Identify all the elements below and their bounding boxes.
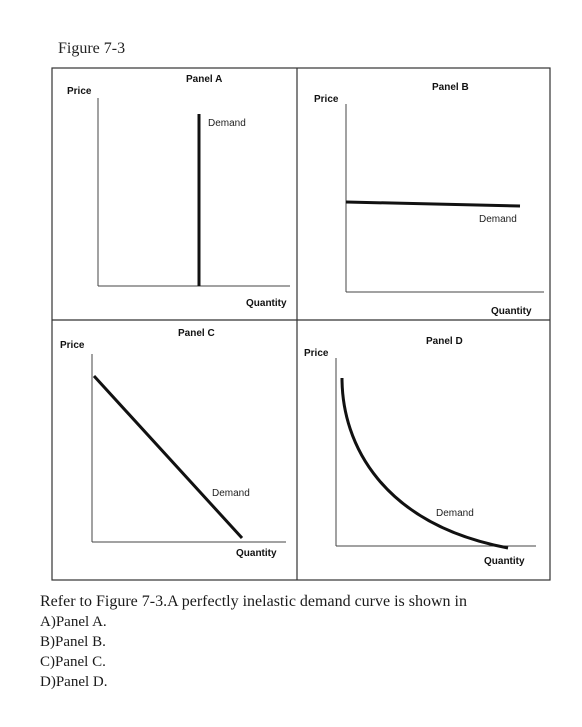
panel-b-curve-label: Demand [479,214,517,225]
panel-b-x-axis-label: Quantity [491,306,532,317]
choice-a[interactable]: A)Panel A. [40,614,107,630]
panel-d-curve-label: Demand [436,508,474,519]
panel-b-title: Panel B [432,82,469,93]
panel-d [304,336,536,567]
figure-grid [42,64,552,584]
panel-d-x-axis-label: Quantity [484,556,525,567]
panel-c [60,328,286,559]
panel-a-title: Panel A [186,74,223,85]
panel-a-curve-label: Demand [208,118,246,129]
figure-svg [42,64,552,584]
choice-b[interactable]: B)Panel B. [40,634,106,650]
panel-b-demand-curve [346,202,520,206]
panel-c-x-axis-label: Quantity [236,548,277,559]
panel-a-y-axis-label: Price [67,86,92,97]
panel-a [67,74,290,309]
figure-frame [52,68,550,580]
panel-c-demand-curve [94,376,242,538]
panel-c-title: Panel C [178,328,215,339]
panel-d-title: Panel D [426,336,463,347]
panel-d-demand-curve [342,378,508,548]
panel-c-curve-label: Demand [212,488,250,499]
panel-a-x-axis-label: Quantity [246,298,287,309]
choice-d[interactable]: D)Panel D. [40,674,108,690]
panel-c-y-axis-label: Price [60,340,85,351]
panel-b-y-axis-label: Price [314,94,339,105]
answer-choices [40,612,108,692]
panel-b [314,82,544,317]
choice-c[interactable]: C)Panel C. [40,654,106,670]
figure-title: Figure 7-3 [58,40,126,57]
panel-d-y-axis-label: Price [304,348,329,359]
question-text: Refer to Figure 7-3.A perfectly inelastic demand curve is shown in [40,593,467,610]
